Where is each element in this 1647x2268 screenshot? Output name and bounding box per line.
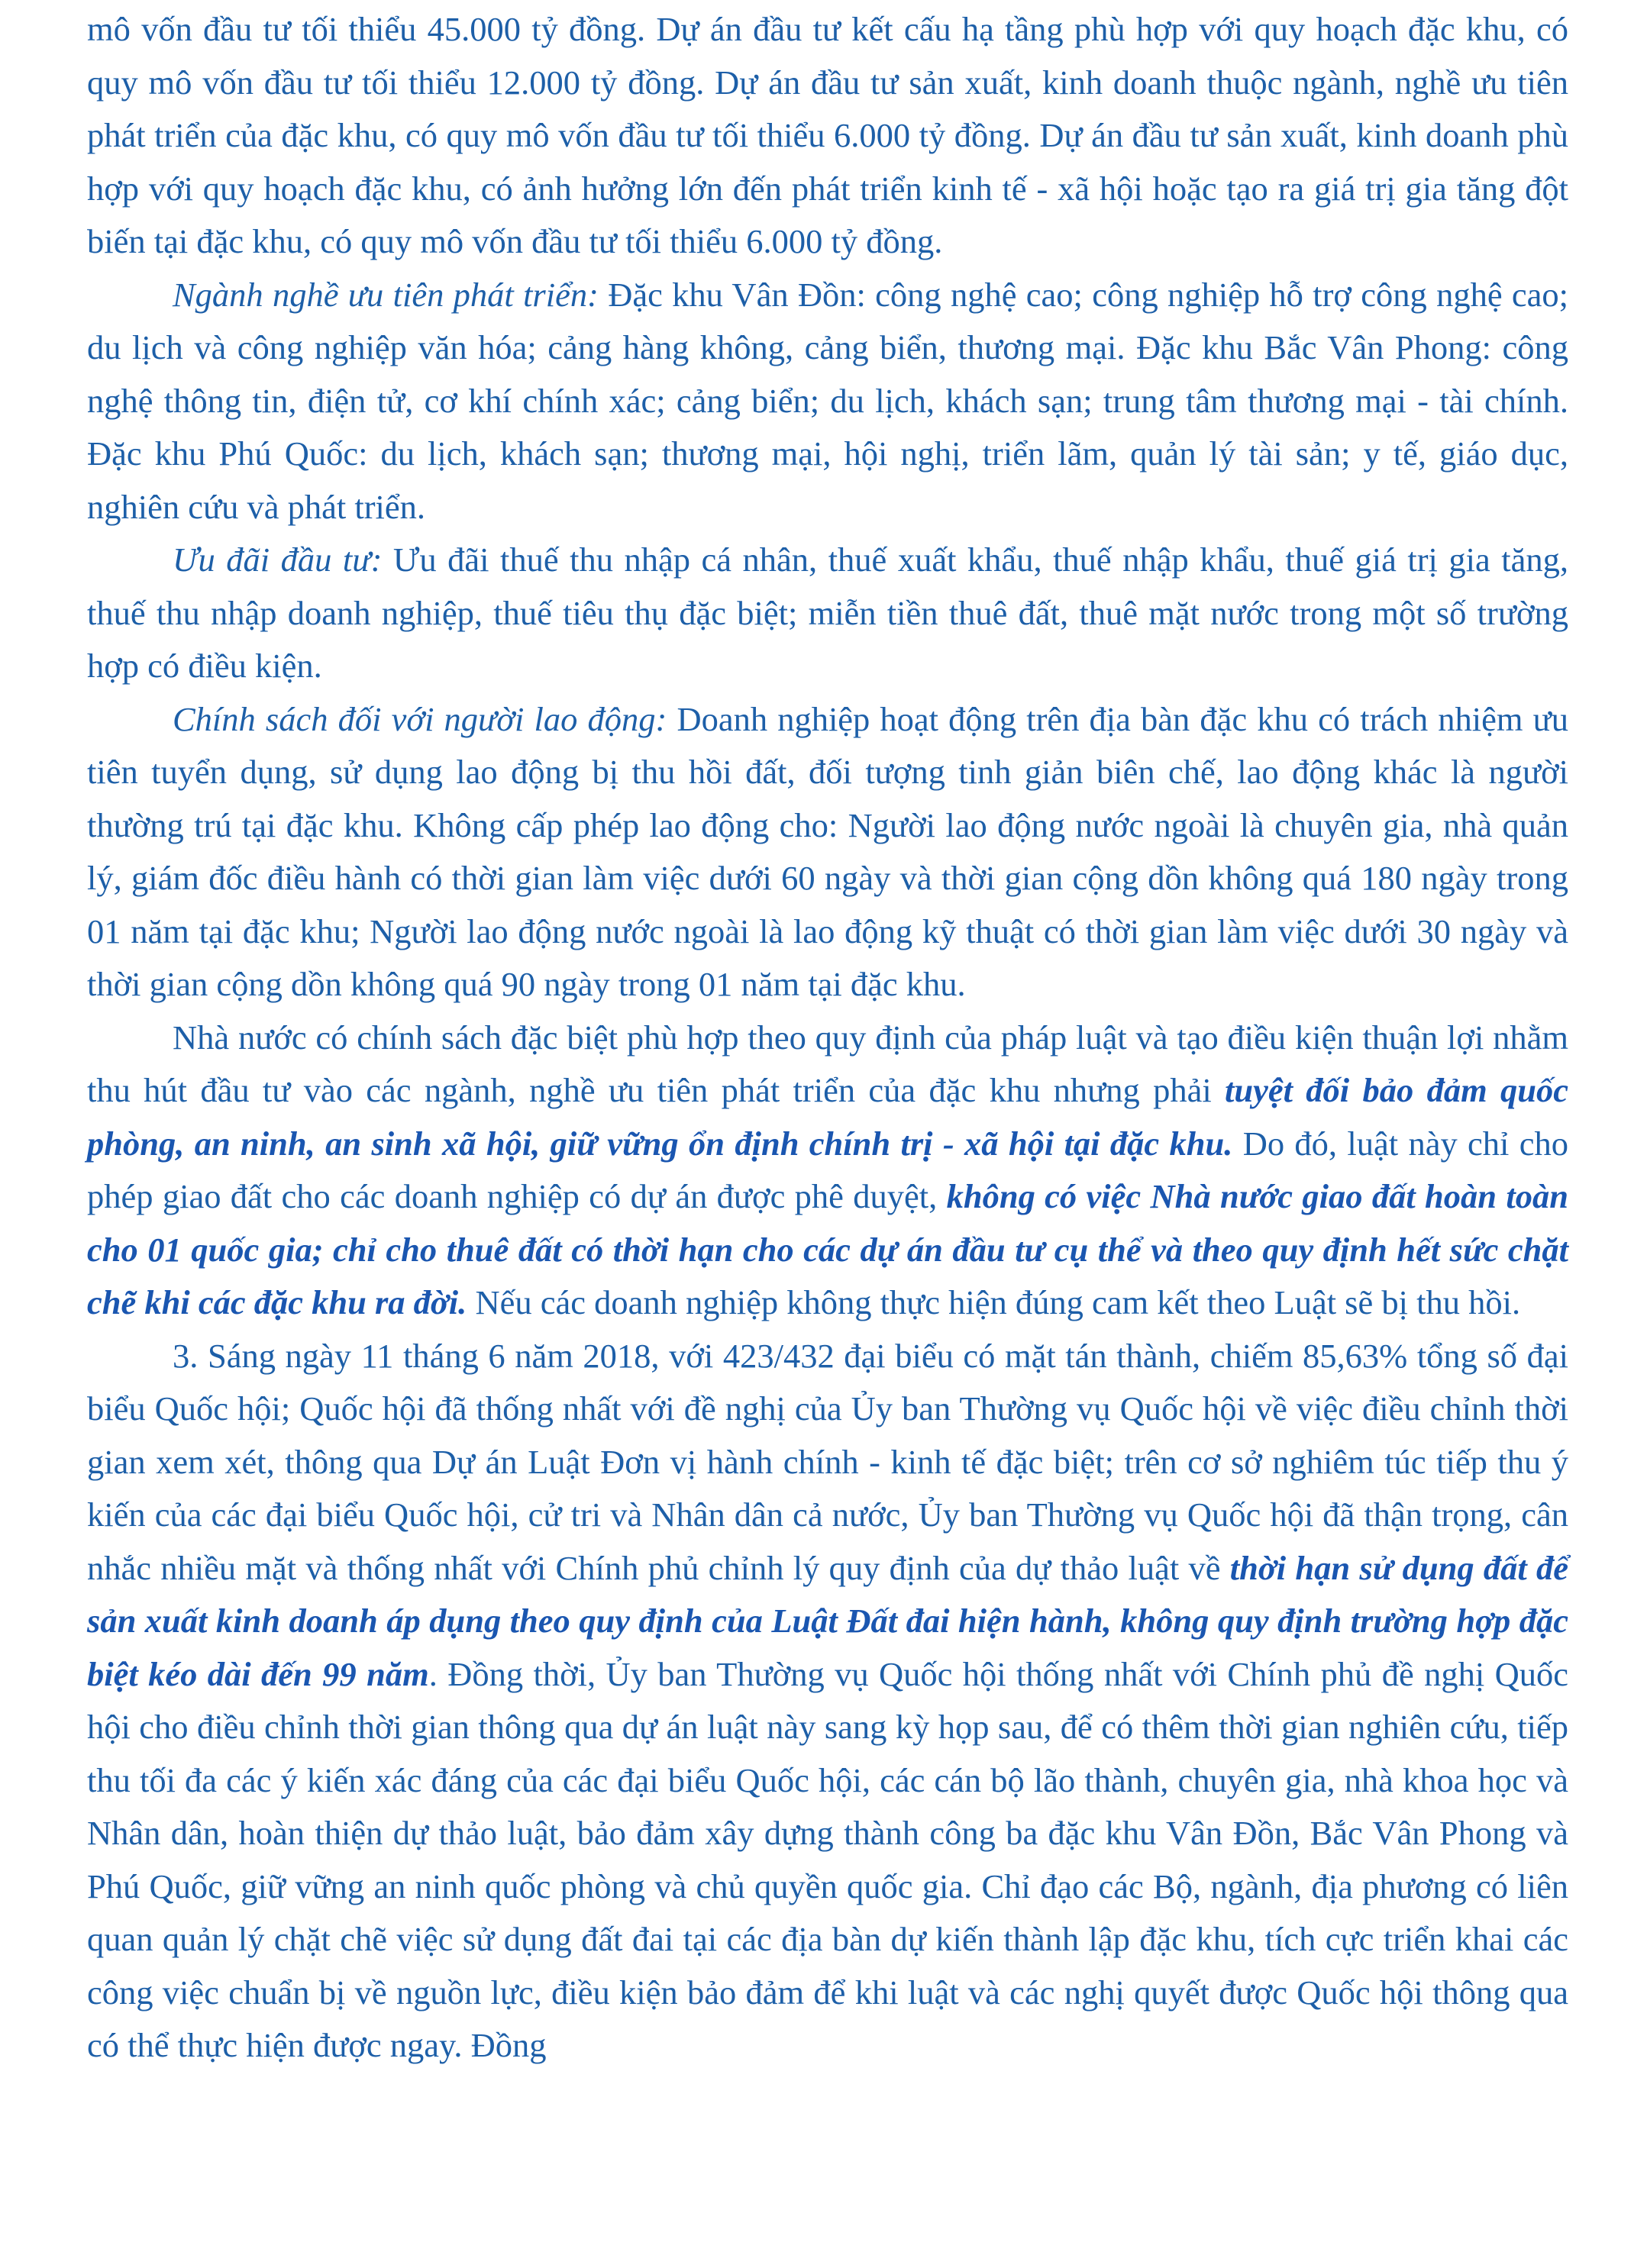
paragraph-text: Doanh nghiệp hoạt động trên địa bàn đặc khu có trách nhiệm ưu tiên tuyển dụng, sử dụng lao động bị thu hồi đất, đối tượng tinh giản biên chế, lao động khác là người thường trú tại đặc khu. Không cấp phép lao động cho: Người lao động nước ngoài là chuyên gia, nhà quản lý, giám đốc điều hành có thời gian làm việc dưới 60 ngày và thời gian cộng dồn không quá 180 ngày trong 01 năm tại đặc khu; Người lao động nước ngoài là lao động kỹ thuật có thời gian làm việc dưới 30 ngày và thời gian cộng dồn không quá 90 ngày trong 01 năm tại đặc khu. [87, 699, 1568, 1003]
paragraph-lead-italic: Chính sách đối với người lao động: [173, 699, 667, 738]
paragraph-lead-italic: Ưu đãi đầu tư: [173, 540, 383, 579]
paragraph-text: . Đồng thời, Ủy ban Thường vụ Quốc hội thống nhất với Chính phủ đề nghị Quốc hội cho điều chỉnh thời gian thông qua dự án luật này sang kỳ họp sau, để có thêm thời gian nghiên cứu, tiếp thu tối đa các ý kiến xác đáng của các đại biểu Quốc hội, các cán bộ lão thành, chuyên gia, nhà khoa học và Nhân dân, hoàn thiện dự thảo luật, bảo đảm xây dựng thành công ba đặc khu Vân Đồn, Bắc Vân Phong và Phú Quốc, giữ vững an ninh quốc phòng và chủ quyền quốc gia. Chỉ đạo các Bộ, ngành, địa phương có liên quan quản lý chặt chẽ việc sử dụng đất đai tại các địa bàn dự kiến thành lập đặc khu, tích cực triển khai các công việc chuẩn bị về nguồn lực, điều kiện bảo đảm để khi luật và các nghị quyết được Quốc hội thông qua có thể thực hiện được ngay. Đồng [87, 1654, 1568, 2064]
emphasis-text: thời hạn sử dụng đất để sản xuất kinh doanh áp dụng theo quy định của Luật Đất đai hiện hành, không quy định trường hợp đặc biệt kéo dài đến 99 năm [87, 1548, 1568, 1693]
paragraph-text: Nhà nước có chính sách đặc biệt phù hợp theo quy định của pháp luật và tạo điều kiện thuận lợi nhằm thu hút đầu tư vào các ngành, nghề ưu tiên phát triển của đặc khu nhưng phải [87, 1018, 1568, 1109]
document-page [87, 0, 1568, 2073]
paragraph-investment-incentives [87, 534, 1568, 693]
paragraph-lead-italic: Ngành nghề ưu tiên phát triển: [173, 275, 599, 314]
emphasis-text: tuyệt đối bảo đảm quốc phòng, an ninh, an sinh xã hội, giữ vững ổn định chính trị - xã hội tại đặc khu. [87, 1071, 1568, 1163]
paragraph-text: Đặc khu Vân Đồn: công nghệ cao; công nghiệp hỗ trợ công nghệ cao; du lịch và công nghiệp văn hóa; cảng hàng không, cảng biển, thương mại. Đặc khu Bắc Vân Phong: công nghệ thông tin, điện tử, cơ khí chính xác; cảng biển; du lịch, khách sạn; trung tâm thương mại - tài chính. Đặc khu Phú Quốc: du lịch, khách sạn; thương mại, hội nghị, triển lãm, quản lý tài sản; y tế, giáo dục, nghiên cứu và phát triển. [87, 275, 1568, 526]
paragraph-text: Ưu đãi thuế thu nhập cá nhân, thuế xuất khẩu, thuế nhập khẩu, thuế giá trị gia tăng, thuế thu nhập doanh nghiệp, thuế tiêu thụ đặc biệt; miễn tiền thuê đất, thuê mặt nước trong một số trường hợp có điều kiện. [87, 540, 1568, 685]
emphasis-text: không có việc Nhà nước giao đất hoàn toàn cho 01 quốc gia; chỉ cho thuê đất có thời hạn cho các dự án đầu tư cụ thể và theo quy định hết sức chặt chẽ khi các đặc khu ra đời. [87, 1177, 1568, 1321]
paragraph-labor-policy [87, 693, 1568, 1011]
paragraph-text: Do đó, luật này chỉ cho phép giao đất cho các doanh nghiệp có dự án được phê duyệt, [87, 1124, 1568, 1215]
paragraph-priority-industries [87, 269, 1568, 534]
paragraph-investment-scale [87, 3, 1568, 269]
paragraph-national-assembly-decision [87, 1330, 1568, 2073]
paragraph-text: mô vốn đầu tư tối thiểu 45.000 tỷ đồng. Dự án đầu tư kết cấu hạ tầng phù hợp với quy hoạch đặc khu, có quy mô vốn đầu tư tối thiểu 12.000 tỷ đồng. Dự án đầu tư sản xuất, kinh doanh thuộc ngành, nghề ưu tiên phát triển của đặc khu, có quy mô vốn đầu tư tối thiểu 6.000 tỷ đồng. Dự án đầu tư sản xuất, kinh doanh phù hợp với quy hoạch đặc khu, có ảnh hưởng lớn đến phát triển kinh tế - xã hội hoặc tạo ra giá trị gia tăng đột biến tại đặc khu, có quy mô vốn đầu tư tối thiểu 6.000 tỷ đồng. [87, 10, 1568, 260]
paragraph-text: Nếu các doanh nghiệp không thực hiện đúng cam kết theo Luật sẽ bị thu hồi. [467, 1283, 1521, 1321]
paragraph-text: 3. Sáng ngày 11 tháng 6 năm 2018, với 423/432 đại biểu có mặt tán thành, chiếm 85,63% tổng số đại biểu Quốc hội; Quốc hội đã thống nhất với đề nghị của Ủy ban Thường vụ Quốc hội về việc điều chỉnh thời gian xem xét, thông qua Dự án Luật Đơn vị hành chính - kinh tế đặc biệt; trên cơ sở nghiêm túc tiếp thu ý kiến của các đại biểu Quốc hội, cử tri và Nhân dân cả nước, Ủy ban Thường vụ Quốc hội đã thận trọng, cân nhắc nhiều mặt và thống nhất với Chính phủ chỉnh lý quy định của dự thảo luật về [87, 1336, 1568, 1587]
paragraph-special-policy [87, 1011, 1568, 1330]
